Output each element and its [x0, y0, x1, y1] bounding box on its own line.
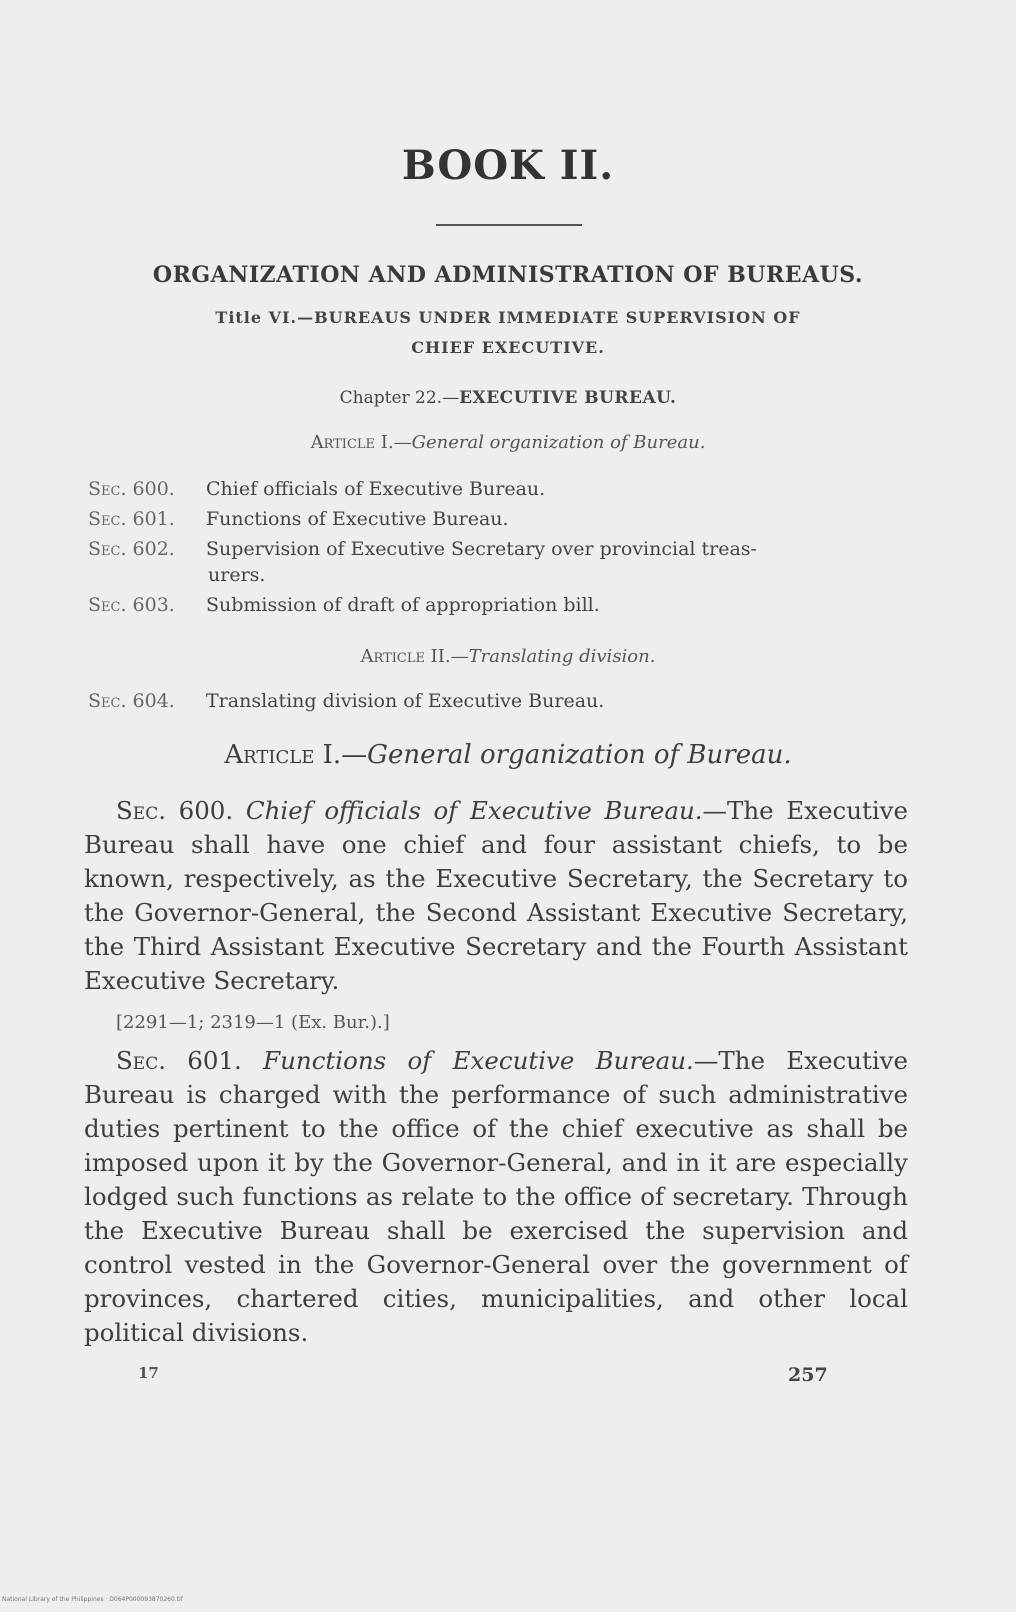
section-600-citation: [2291—1; 2319—1 (Ex. Bur.).] — [116, 1012, 390, 1033]
toc-article1-label: Article I.— — [310, 432, 412, 453]
title-heading-line2: CHIEF EXECUTIVE. — [411, 338, 605, 357]
section-601-paragraph — [84, 1044, 908, 1350]
toc-sec-title: Chief officials of Executive Bureau. — [206, 478, 546, 500]
chapter-heading — [0, 388, 1016, 408]
section-601-label: Sec. 601. — [116, 1046, 242, 1075]
toc-sec-number: Sec. 601. — [88, 508, 175, 530]
toc-sec-title: Functions of Executive Bureau. — [206, 508, 509, 530]
toc-sec-number: Sec. 604. — [88, 690, 175, 712]
toc-article1-name: General organization of Bureau. — [411, 432, 706, 453]
chapter-label: Chapter 22.— — [339, 388, 460, 408]
toc-item-602 — [88, 538, 908, 560]
body-article1-heading — [0, 740, 1016, 770]
section-600-heading: Chief officials of Executive Bureau. — [245, 796, 703, 825]
section-600-text: —The Executive Bureau shall have one chief and four assistant chiefs, to be known, respectively, as the Executive Secretary, the Secretary to the Governor-General, the Second Assistant Executive Secretary, the Third Assistant Executive Secretary and the Fourth Assistant Executive Secretary. — [84, 796, 908, 995]
section-600-label: Sec. 600. — [116, 796, 234, 825]
page-number: 257 — [788, 1364, 828, 1386]
toc-sec-title-continued: urers. — [208, 564, 266, 586]
section-601-text: —The Executive Bureau is charged with the performance of such administrative duties pertinent to the office of the chief executive as shall be imposed upon it by the Governor-General, and in it are especially lodged such functions as relate to the office of secretary. Through the Executive Bureau shall be exercised the supervision and control vested in the Governor-General over the government of provinces, chartered cities, municipalities, and other local political divisions. — [84, 1046, 908, 1347]
toc-article2-heading — [0, 646, 1016, 667]
body-article-name: General organization of Bureau. — [367, 740, 792, 770]
toc-sec-title: Translating division of Executive Bureau. — [206, 690, 605, 712]
toc-item-601 — [88, 508, 908, 530]
section-600-paragraph — [84, 794, 908, 998]
book-title: BOOK II. — [401, 142, 615, 189]
toc-article1-heading — [0, 432, 1016, 453]
toc-article2-label: Article II.— — [360, 646, 469, 667]
section-601-heading: Functions of Executive Bureau. — [263, 1046, 694, 1075]
toc-sec-number: Sec. 602. — [88, 538, 175, 560]
body-article-label: Article I.— — [224, 740, 368, 770]
title-divider — [436, 224, 582, 226]
toc-sec-title: Supervision of Executive Secretary over provincial treas- — [206, 538, 757, 560]
chapter-name: EXECUTIVE BUREAU. — [459, 388, 677, 408]
toc-sec-number: Sec. 600. — [88, 478, 175, 500]
toc-item-603 — [88, 594, 908, 616]
toc-item-600 — [88, 478, 908, 500]
toc-sec-number: Sec. 603. — [88, 594, 175, 616]
scan-watermark: National Library of the Philippines · D064P000093870260.tif — [2, 1596, 183, 1603]
signature-mark: 17 — [138, 1364, 159, 1382]
toc-article2-name: Translating division. — [468, 646, 656, 667]
main-heading: ORGANIZATION AND ADMINISTRATION OF BUREAUS. — [152, 262, 864, 288]
title-heading-line1: Title VI.—BUREAUS UNDER IMMEDIATE SUPERVISION OF — [215, 308, 801, 327]
toc-sec-title: Submission of draft of appropriation bill. — [206, 594, 600, 616]
toc-item-604 — [88, 690, 908, 712]
toc-item-602-continued — [88, 564, 908, 586]
